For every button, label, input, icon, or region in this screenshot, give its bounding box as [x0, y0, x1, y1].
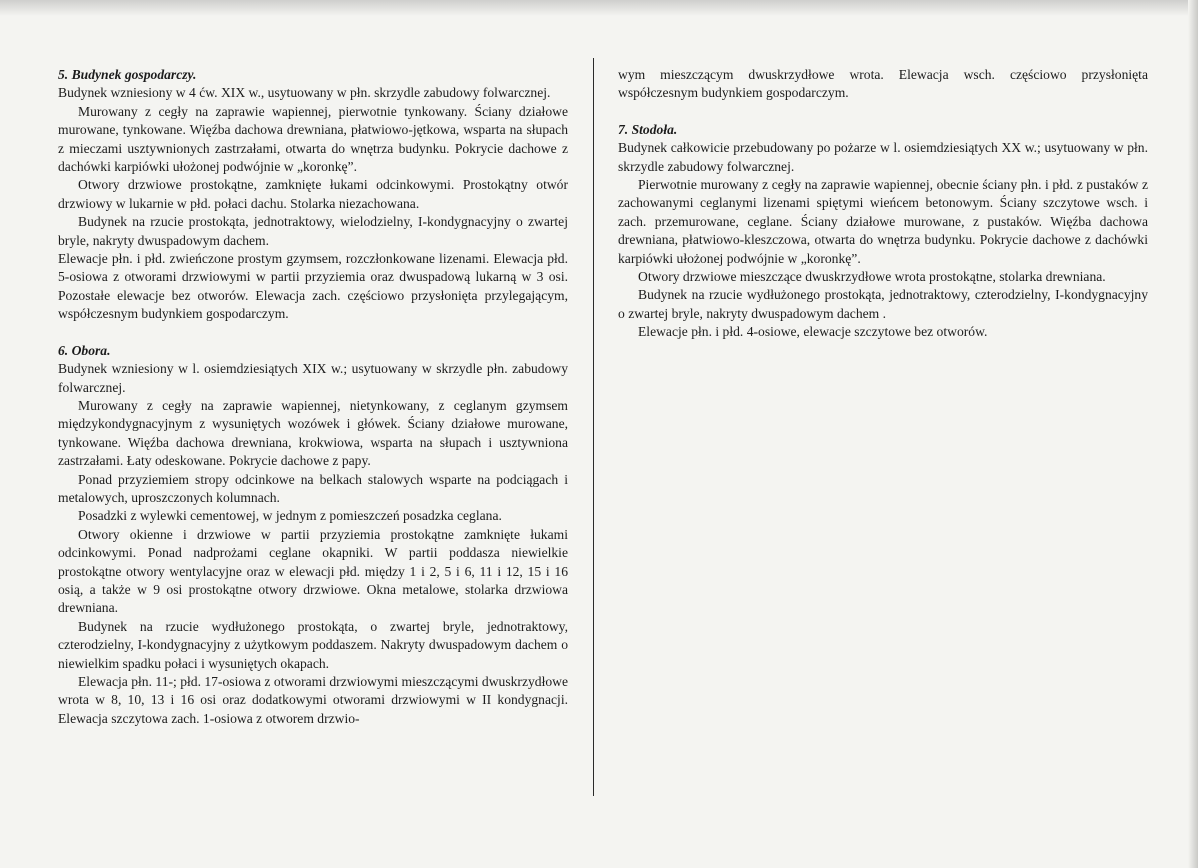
paragraph: Murowany z cegły na zaprawie wapiennej, pierwotnie tynkowany. Ściany działowe murowane, tynkowane. Więźba dachowa drewniana, płatwiowo-jętkowa, wsparta na słupach z mieczami usztywnionych zastrzałami, otwarta do wnętrza budynku. Pokrycie dachowe z dachówki karpiówki ułożonej podwójnie w „koronkę”.	[58, 103, 568, 175]
paragraph: Budynek na rzucie wydłużonego prostokąta, o zwartej bryle, jednotraktowy, czterodzielny, I-kondygnacyjny z użytkowym poddaszem. Nakryty dwuspadowym dachem o niewielkim spadku połaci i wysuniętych okapach.	[58, 618, 568, 671]
page-right-edge	[1188, 0, 1198, 868]
left-column	[58, 66, 568, 728]
right-column	[618, 66, 1148, 342]
paragraph: Otwory okienne i drzwiowe w partii przyziemia prostokątne zamknięte łukami odcinkowymi. Ponad nadprożami ceglane okapniki. W partii poddasza niewielkie prostokątne otwory wentylacyjne oraz w elewacji płd. między 1 i 2, 5 i 6, 11 i 12, 15 i 16 osią, a także w 9 osi prostokątne otwory drzwiowe. Okna metalowe, stolarka drzwiowa drewniana.	[58, 526, 568, 616]
paragraph: wym mieszczącym dwuskrzydłowe wrota. Elewacja wsch. częściowo przysłonięta współczesnym budynkiem gospodarczym.	[618, 67, 1148, 101]
paragraph: Ponad przyziemiem stropy odcinkowe na belkach stalowych wsparte na podciągach i metalowych, uproszczonych kolumnach.	[58, 471, 568, 505]
paragraph: Elewacje płn. i płd. zwieńczone prostym gzymsem, rozczłonkowane lizenami. Elewacja płd. 5-osiowa z otworami drzwiowymi w partii przyziemia oraz dwuspadową lukarną w 3 osi. Pozostałe elewacje bez otworów. Elewacja zach. częściowo przysłonięta przylegającym, współczesnym budynkiem gospodarczym.	[58, 251, 568, 322]
paragraph: Budynek na rzucie prostokąta, jednotraktowy, wielodzielny, I-kondygnacyjny o zwartej bryle, nakryty dwuspadowym dachem.	[58, 214, 568, 248]
paragraph: Posadzki z wylewki cementowej, w jednym z pomieszczeń posadzka ceglana.	[78, 508, 502, 524]
paragraph: Elewacje płn. i płd. 4-osiowe, elewacje szczytowe bez otworów.	[638, 324, 988, 340]
paragraph: Budynek całkowicie przebudowany po pożarze w l. osiemdziesiątych XX w.; usytuowany w płn. skrzydle zabudowy folwarcznej.	[618, 140, 1148, 174]
paragraph: Otwory drzwiowe mieszczące dwuskrzydłowe wrota prostokątne, stolarka drewniana.	[638, 269, 1106, 285]
section-heading-7: 7. Stodoła.	[618, 121, 678, 137]
paragraph: Otwory drzwiowe prostokątne, zamknięte łukami odcinkowymi. Prostokątny otwór drzwiowy w lukarnie w płd. połaci dachu. Stolarka niezachowana.	[58, 177, 568, 211]
paragraph: Budynek na rzucie wydłużonego prostokąta, jednotraktowy, czterodzielny, I-kondygnacyjny o zwartej bryle, nakryty dwuspadowym dachem .	[618, 287, 1148, 321]
paragraph: Budynek wzniesiony w l. osiemdziesiątych XIX w.; usytuowany w skrzydle płn. zabudowy folwarcznej.	[58, 361, 568, 395]
paragraph: Pierwotnie murowany z cegły na zaprawie wapiennej, obecnie ściany płn. i płd. z pustaków z zachowanymi ceglanymi lizenami spiętymi wieńcem betonowym. Ściany szczytowe wsch. i zach. przemurowane, ceglane. Ściany działowe murowane, z pustaków. Więźba dachowa drewniana, płatwiowo-kleszczowa, otwarta do wnętrza budynku. Pokrycie dachowe z dachówki karpiówki ułożonej podwójnie w „koronkę”.	[618, 177, 1148, 266]
page-top-edge	[0, 0, 1198, 16]
column-divider	[593, 58, 594, 796]
paragraph: Budynek wzniesiony w 4 ćw. XIX w., usytuowany w płn. skrzydle zabudowy folwarcznej.	[58, 85, 551, 101]
section-heading-6: 6. Obora.	[58, 342, 111, 358]
section-heading-5: 5. Budynek gospodarczy.	[58, 67, 197, 82]
paragraph: Murowany z cegły na zaprawie wapiennej, nietynkowany, z ceglanym gzymsem międzykondygnacyjnym z wysuniętych wozówek i główek. Ściany działowe murowane, tynkowane. Więźba dachowa drewniana, krokwiowa, wsparta na słupach i usztywniona zastrzałami. Łaty odeskowane. Pokrycie dachowe z papy.	[58, 397, 568, 469]
paragraph: Elewacja płn. 11-; płd. 17-osiowa z otworami drzwiowymi mieszczącymi dwuskrzydłowe wrota w 8, 10, 13 i 16 osi oraz dodatkowymi otworami drzwiowymi w II kondygnacji. Elewacja szczytowa zach. 1-osiowa z otworem drzwio-	[58, 674, 568, 726]
